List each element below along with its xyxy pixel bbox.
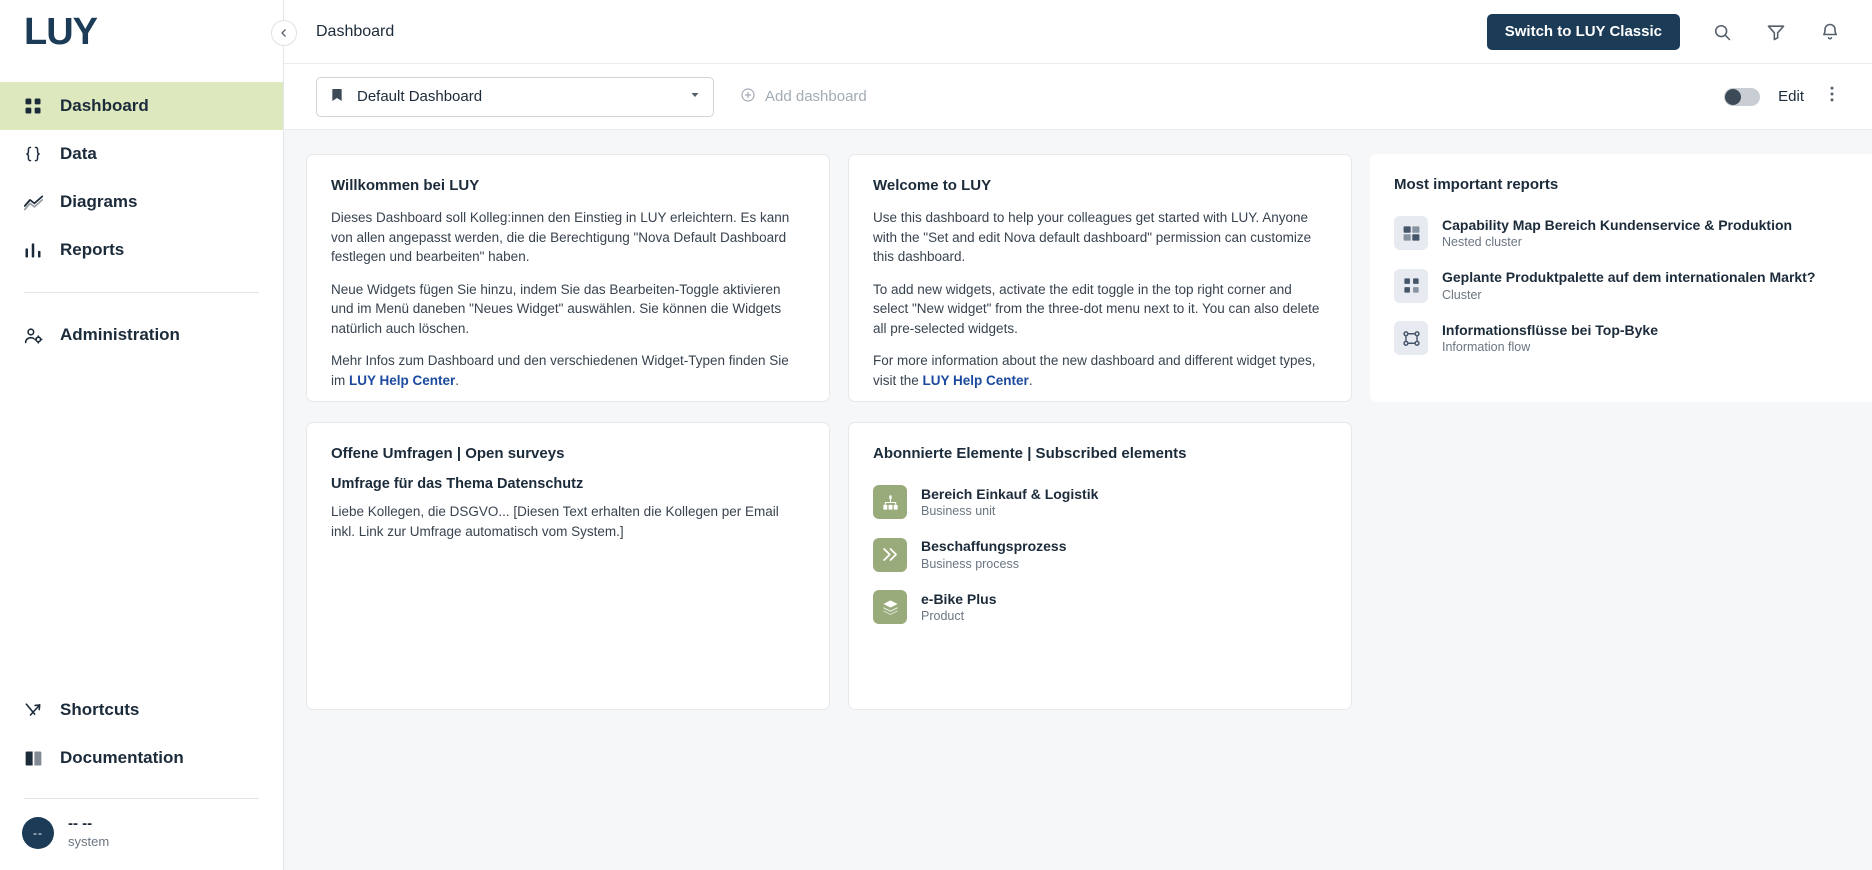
nav-divider: [24, 292, 259, 293]
bookmark-icon: [329, 87, 345, 107]
logo-area: [0, 0, 283, 64]
element-name: e-Bike Plus: [921, 590, 997, 607]
element-type: Product: [921, 609, 965, 624]
topbar-actions: [1487, 14, 1842, 50]
element-name: Beschaffungsprozess: [921, 538, 1067, 555]
add-dashboard-button[interactable]: [730, 77, 877, 117]
report-type: Nested cluster: [1442, 235, 1522, 250]
add-dashboard-label: Add dashboard: [765, 88, 867, 105]
footer-suffix: .: [455, 372, 460, 388]
main-area: [284, 0, 1872, 870]
cluster-icon: [1394, 269, 1428, 303]
widget-welcome-de: [306, 154, 830, 402]
user-profile[interactable]: [0, 799, 283, 870]
widget-body: [331, 208, 805, 391]
widget-title: Welcome to LUY: [873, 177, 992, 194]
footer-prefix: For more information about the new dashboard and different widget types, visit the: [873, 353, 1316, 388]
arrow-branch-icon: [22, 699, 44, 721]
sidebar-item-dashboard[interactable]: [0, 82, 283, 130]
breadcrumb: Dashboard: [316, 22, 395, 40]
dashboard-select[interactable]: [316, 77, 714, 117]
chevron-down-icon: [689, 89, 701, 104]
primary-nav: [0, 82, 283, 359]
paragraph: Neue Widgets fügen Sie hinzu, indem Sie das Bearbeiten-Toggle aktivieren und im Menü daneben "Neues Widget" auswählen. Sie können die Widgets natürlich auch löschen.: [331, 281, 782, 336]
footer-prefix: Mehr Infos zum Dashboard und den verschiedenen Widget-Typen finden Sie im: [331, 353, 789, 388]
survey-title: Umfrage für das Thema Datenschutz: [331, 476, 584, 492]
report-name: Capability Map Bereich Kundenservice & Produktion: [1442, 217, 1793, 233]
dashboard-canvas: [284, 130, 1872, 870]
list-item[interactable]: [1394, 259, 1870, 311]
sidebar-item-reports[interactable]: [0, 226, 283, 274]
toolbar-right: [1724, 84, 1842, 110]
bar-chart-icon: [22, 239, 44, 261]
sidebar-item-label: Administration: [60, 325, 180, 344]
luy-help-center-link[interactable]: LUY Help Center: [922, 372, 1029, 388]
sidebar-item-label: Shortcuts: [60, 700, 140, 719]
dashboard-toolbar: [284, 64, 1872, 130]
secondary-nav: [0, 686, 283, 782]
nested-cluster-icon: [1394, 216, 1428, 250]
report-type: Cluster: [1442, 287, 1482, 302]
element-type: Business unit: [921, 504, 996, 519]
widget-subscribed-elements: [848, 422, 1352, 710]
element-type: Business process: [921, 556, 1019, 571]
sidebar-item-label: Reports: [60, 240, 125, 259]
dashboard-select-value: Default Dashboard: [357, 88, 483, 105]
sidebar-item-diagrams[interactable]: [0, 178, 283, 226]
braces-icon: [22, 143, 44, 165]
element-name: Bereich Einkauf & Logistik: [921, 486, 1099, 502]
report-name: Geplante Produktpalette auf dem internationalen Markt?: [1442, 269, 1816, 286]
list-item[interactable]: [873, 528, 1327, 580]
report-type: Information flow: [1442, 340, 1531, 355]
paragraph: Use this dashboard to help your colleagues get started with LUY. Anyone with the "Set and edit Nova default dashboard" permission can customize this dashboard.: [873, 210, 1312, 265]
book-icon: [22, 747, 44, 769]
sidebar-item-shortcuts[interactable]: [0, 686, 283, 734]
widget-open-surveys: [306, 422, 830, 710]
chevron-left-icon: [278, 27, 290, 39]
sidebar: [0, 0, 284, 870]
list-item[interactable]: [873, 476, 1327, 528]
avatar: --: [22, 817, 54, 849]
widget-body: [873, 208, 1327, 391]
report-name: Informationsflüsse bei Top-Byke: [1442, 321, 1658, 338]
survey-text: Liebe Kollegen, die DSGVO... [Diesen Text erhalten die Kollegen per Email inkl. Link zur Umfrage automatisch vom System.]: [331, 504, 779, 539]
widget-welcome-en: [848, 154, 1352, 402]
widget-title: Most important reports: [1394, 176, 1559, 193]
footer-suffix: .: [1028, 372, 1033, 388]
toggle-knob: [1725, 89, 1741, 105]
filter-icon[interactable]: [1764, 20, 1788, 44]
search-icon[interactable]: [1710, 20, 1734, 44]
sidebar-item-label: Diagrams: [60, 192, 138, 211]
edit-mode-toggle[interactable]: [1724, 88, 1760, 106]
bell-icon[interactable]: [1818, 20, 1842, 44]
business-unit-icon: [873, 485, 907, 519]
top-bar: [284, 0, 1872, 64]
grid-icon: [22, 95, 44, 117]
switch-to-luy-classic-button[interactable]: Switch to LUY Classic: [1487, 14, 1680, 50]
paragraph: Dieses Dashboard soll Kolleg:innen den Einstieg in LUY erleichtern. Es kann von allen angepasst werden, die die Berechtigung "Nova Default Dashboard festlegen und bearbeiten" haben.: [331, 210, 790, 265]
app-logo: LUY: [24, 11, 97, 53]
sidebar-item-administration[interactable]: [0, 311, 283, 359]
list-item[interactable]: [1394, 312, 1870, 364]
luy-help-center-link[interactable]: LUY Help Center: [349, 372, 456, 388]
list-item[interactable]: [1394, 207, 1870, 259]
widget-title: Abonnierte Elemente | Subscribed elements: [873, 445, 1187, 462]
widget-title: Offene Umfragen | Open surveys: [331, 445, 565, 462]
user-gear-icon: [22, 324, 44, 346]
sidebar-item-label: Data: [60, 144, 97, 163]
paragraph: To add new widgets, activate the edit toggle in the top right corner and select "New widget" from the three-dot menu next to it. You can also delete all pre-selected widgets.: [873, 281, 1320, 336]
sidebar-item-documentation[interactable]: [0, 734, 283, 782]
business-process-icon: [873, 538, 907, 572]
widget-most-important-reports: [1370, 154, 1872, 402]
sidebar-item-label: Documentation: [60, 748, 184, 767]
sidebar-collapse-button[interactable]: [271, 20, 297, 46]
more-vertical-icon[interactable]: [1822, 84, 1842, 110]
sidebar-item-label: Dashboard: [60, 96, 149, 115]
product-icon: [873, 590, 907, 624]
plus-circle-icon: [740, 87, 756, 107]
list-item[interactable]: [873, 581, 1327, 633]
paragraph-with-link: [873, 351, 1327, 390]
edit-label: Edit: [1778, 88, 1804, 105]
user-name: -- --: [68, 815, 93, 832]
chart-line-icon: [22, 191, 44, 213]
user-role: system: [68, 833, 110, 849]
paragraph-with-link: [331, 351, 805, 390]
widget-title: Willkommen bei LUY: [331, 177, 480, 194]
sidebar-item-data[interactable]: [0, 130, 283, 178]
information-flow-icon: [1394, 321, 1428, 355]
